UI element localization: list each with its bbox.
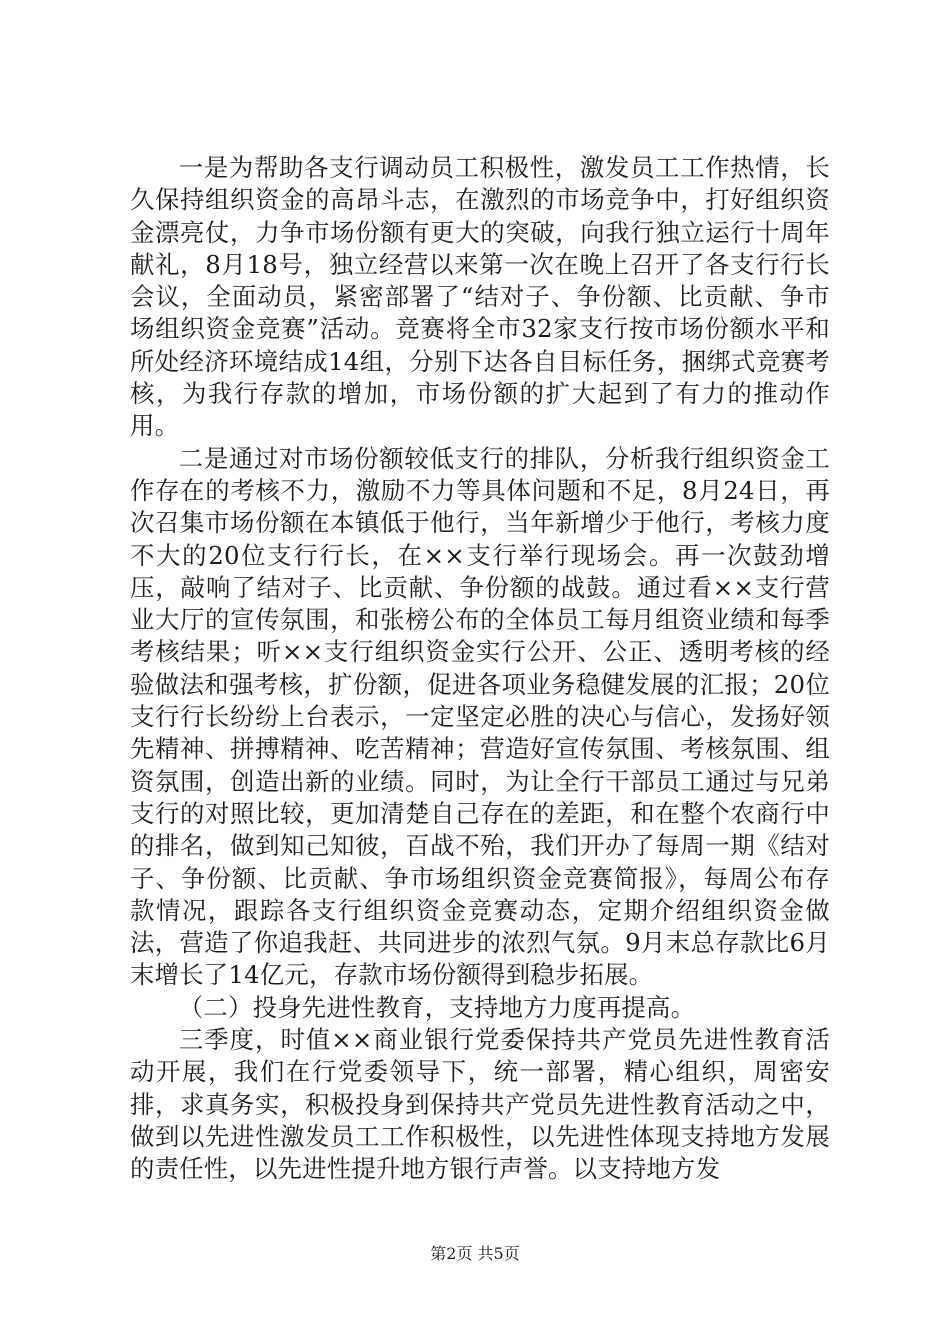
paragraph-2: 二是通过对市场份额较低支行的排队，分析我行组织资金工作存在的考核不力，激励不力等具体问题和不足，8月24日，再次召集市场份额在本镇低于他行，当年新增少于他行，考核力度不大的20位支行行长，在××支行举行现场会。再一次鼓劲增压，敲响了结对子、比贡献、争份额的战鼓。通过看××支行营业大厅的宣传氛围，和张榜公布的全体员工每月组资业绩和每季考核结果；听××支行组织资金实行公开、公正、透明考核的经验做法和强考核，扩份额，促进各项业务稳健发展的汇报；20位支行行长纷纷上台表示，一定坚定必胜的决心与信心，发扬好领先精神、拼搏精神、吃苦精神；营造好宣传氛围、考核氛围、组资氛围，创造出新的业绩。同时，为让全行干部员工通过与兄弟支行的对照比较，更加清楚自己存在的差距，和在整个农商行中的排名，做到知己知彼，百战不殆，我们开办了每周一期《结对子、争份额、比贡献、争市场组织资金竞赛简报》，每周公布存款情况，跟踪各支行组织资金竞赛动态，定期介绍组织资金做法，营造了你追我赶、共同进步的浓烈气氛。9月末总存款比6月末增长了14亿元，存款市场份额得到稳步拓展。 — [130, 443, 830, 990]
document-body — [130, 152, 830, 1186]
paragraph-3: 三季度，时值××商业银行党委保持共产党员先进性教育活动开展，我们在行党委领导下，统一部署，精心组织，周密安排，求真务实，积极投身到保持共产党员先进性教育活动之中，做到以先进性激发员工工作积极性，以先进性体现支持地方发展的责任性，以先进性提升地方银行声誉。以支持地方发 — [130, 1025, 830, 1184]
page-number-footer: 第2页 共5页 — [430, 1244, 520, 1263]
section-heading: （二）投身先进性教育，支持地方力度再提高。 — [178, 992, 696, 1022]
paragraph-1: 一是为帮助各支行调动员工积极性，激发员工工作热情，长久保持组织资金的高昂斗志，在激烈的市场竞争中，打好组织资金漂亮仗，力争市场份额有更大的突破，向我行独立运行十周年献礼，8月18号，独立经营以来第一次在晚上召开了各支行行长会议，全面动员，紧密部署了“结对子、争份额、比贡献、争市场组织资金竞赛”活动。竞赛将全市32家支行按市场份额水平和所处经济环境结成14组，分别下达各自目标任务，捆绑式竞赛考核，为我行存款的增加，市场份额的扩大起到了有力的推动作用。 — [130, 153, 830, 441]
